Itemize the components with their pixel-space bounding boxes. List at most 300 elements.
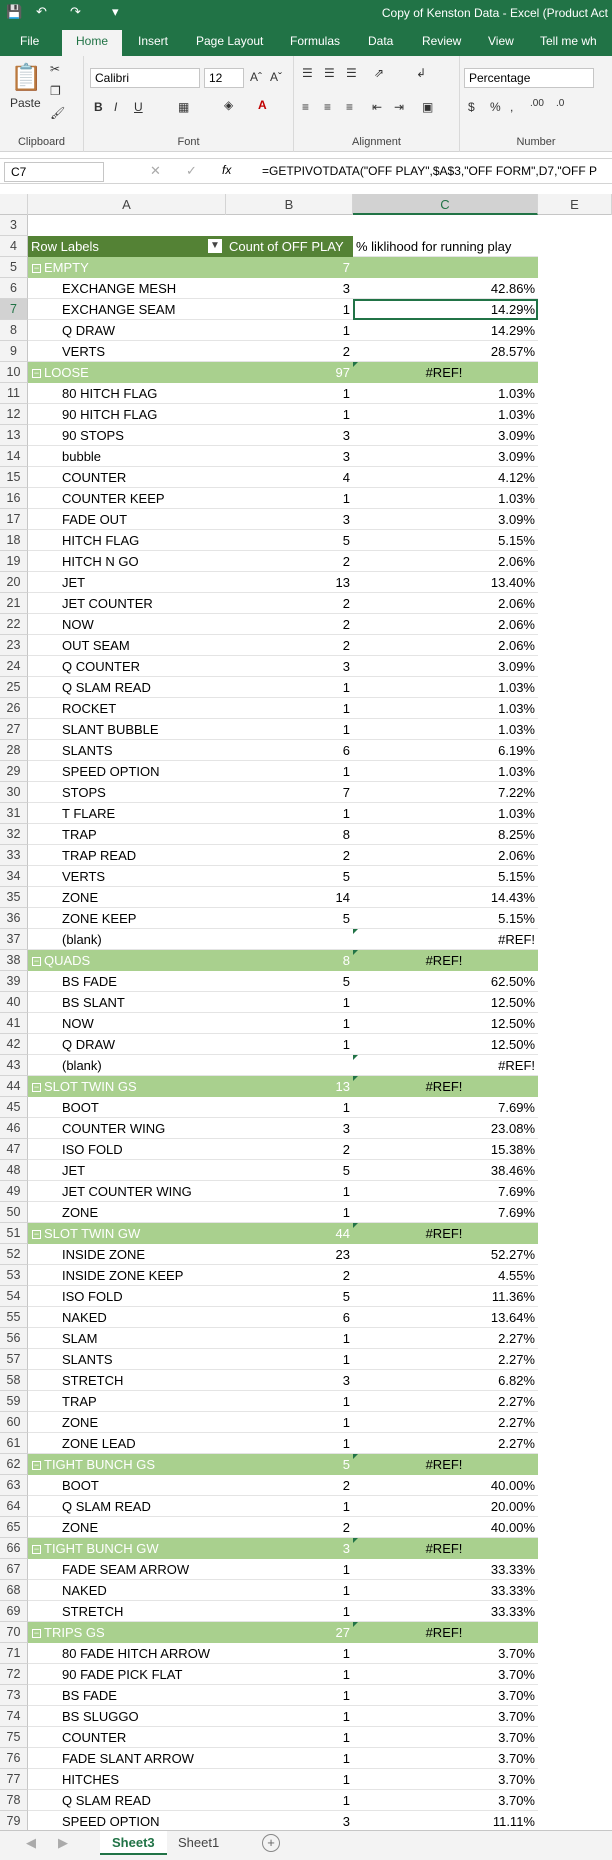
bold-icon[interactable]: B xyxy=(94,100,103,114)
count-cell[interactable]: 1 xyxy=(226,761,353,782)
percent-cell[interactable]: 33.33% xyxy=(353,1580,538,1601)
percent-cell[interactable]: 3.70% xyxy=(353,1748,538,1769)
percent-cell[interactable] xyxy=(353,257,538,278)
count-cell[interactable]: 3 xyxy=(226,1370,353,1391)
row-label-cell[interactable] xyxy=(28,1202,226,1223)
tab-formulas[interactable]: Formulas xyxy=(290,34,341,48)
row-label-cell[interactable] xyxy=(28,866,226,887)
row-number[interactable]: 10 xyxy=(0,362,28,383)
row-number[interactable]: 29 xyxy=(0,761,28,782)
percent-cell[interactable]: 13.40% xyxy=(353,572,538,593)
percent-cell[interactable]: 14.43% xyxy=(353,887,538,908)
pivot-header-percent[interactable]: % liklihood for running play xyxy=(353,236,538,257)
row-label-cell[interactable] xyxy=(28,1412,226,1433)
count-cell[interactable]: 8 xyxy=(226,824,353,845)
row-label-cell[interactable] xyxy=(28,1727,226,1748)
row-label-cell[interactable] xyxy=(28,782,226,803)
tab-data[interactable]: Data xyxy=(368,34,394,48)
percent-cell[interactable]: 14.29% xyxy=(353,299,538,320)
count-cell[interactable]: 3 xyxy=(226,278,353,299)
row-number[interactable]: 28 xyxy=(0,740,28,761)
row-label-cell[interactable] xyxy=(28,1118,226,1139)
increase-decimal-icon[interactable]: .00 xyxy=(530,98,544,109)
count-cell[interactable]: 1 xyxy=(226,404,353,425)
row-number[interactable]: 35 xyxy=(0,887,28,908)
comma-icon[interactable]: , xyxy=(510,100,514,114)
percent-cell[interactable]: 3.09% xyxy=(353,446,538,467)
row-label-cell[interactable] xyxy=(28,1496,226,1517)
count-cell[interactable]: 5 xyxy=(226,530,353,551)
percent-cell[interactable]: 5.15% xyxy=(353,908,538,929)
count-cell[interactable]: 2 xyxy=(226,1517,353,1538)
row-number[interactable]: 7 xyxy=(0,299,28,320)
count-cell[interactable]: 2 xyxy=(226,845,353,866)
count-cell[interactable]: 2 xyxy=(226,551,353,572)
row-label-cell[interactable] xyxy=(28,593,226,614)
count-cell[interactable]: 1 xyxy=(226,1706,353,1727)
row-number[interactable]: 24 xyxy=(0,656,28,677)
percent-cell[interactable]: 62.50% xyxy=(353,971,538,992)
row-label-cell[interactable] xyxy=(28,1307,226,1328)
row-number[interactable]: 33 xyxy=(0,845,28,866)
align-middle-icon[interactable]: ☰ xyxy=(324,66,335,80)
row-label-cell[interactable] xyxy=(28,1559,226,1580)
pivot-header-count[interactable]: Count of OFF PLAY xyxy=(226,236,353,257)
tell-me-box[interactable]: Tell me wh xyxy=(540,34,597,48)
row-number[interactable]: 47 xyxy=(0,1139,28,1160)
tab-insert[interactable]: Insert xyxy=(138,34,169,48)
count-cell[interactable]: 23 xyxy=(226,1244,353,1265)
row-number[interactable]: 15 xyxy=(0,467,28,488)
count-cell[interactable]: 27 xyxy=(226,1622,353,1643)
percent-cell[interactable]: 12.50% xyxy=(353,1013,538,1034)
row-number[interactable]: 79 xyxy=(0,1811,28,1830)
percent-cell[interactable]: #REF! xyxy=(353,1622,538,1643)
row-label-cell[interactable] xyxy=(28,614,226,635)
percent-cell[interactable]: 4.12% xyxy=(353,467,538,488)
format-painter-icon[interactable]: 🖌 xyxy=(50,106,66,120)
count-cell[interactable]: 1 xyxy=(226,1433,353,1454)
row-label-cell[interactable] xyxy=(28,488,226,509)
percent-cell[interactable]: 2.27% xyxy=(353,1328,538,1349)
percent-cell[interactable]: 1.03% xyxy=(353,803,538,824)
percent-cell[interactable]: 2.06% xyxy=(353,593,538,614)
count-cell[interactable]: 2 xyxy=(226,593,353,614)
enter-icon[interactable]: ✓ xyxy=(186,163,197,178)
undo-icon[interactable]: ↶ xyxy=(36,4,47,19)
row-number[interactable]: 61 xyxy=(0,1433,28,1454)
row-number[interactable]: 46 xyxy=(0,1118,28,1139)
align-right-icon[interactable]: ≡ xyxy=(346,100,354,114)
percent-cell[interactable]: 11.36% xyxy=(353,1286,538,1307)
percent-cell[interactable]: 20.00% xyxy=(353,1496,538,1517)
orientation-icon[interactable]: ⇗ xyxy=(374,66,385,80)
percent-cell[interactable]: 1.03% xyxy=(353,488,538,509)
percent-cell[interactable]: 1.03% xyxy=(353,719,538,740)
count-cell[interactable]: 8 xyxy=(226,950,353,971)
tab-file[interactable]: File xyxy=(20,34,40,48)
row-label-cell[interactable] xyxy=(28,1181,226,1202)
redo-icon[interactable]: ↷ xyxy=(70,4,81,19)
row-label-cell[interactable] xyxy=(28,803,226,824)
percent-cell[interactable]: 3.70% xyxy=(353,1790,538,1811)
row-number[interactable]: 45 xyxy=(0,1097,28,1118)
percent-cell[interactable]: 3.70% xyxy=(353,1685,538,1706)
increase-indent-icon[interactable]: ⇥ xyxy=(394,100,405,114)
underline-icon[interactable]: U xyxy=(134,100,143,114)
row-label-cell[interactable] xyxy=(28,341,226,362)
row-number[interactable]: 71 xyxy=(0,1643,28,1664)
row-number[interactable]: 69 xyxy=(0,1601,28,1622)
row-number[interactable]: 32 xyxy=(0,824,28,845)
row-label-cell[interactable] xyxy=(28,1034,226,1055)
row-label-cell[interactable] xyxy=(28,1580,226,1601)
row-number[interactable]: 30 xyxy=(0,782,28,803)
count-cell[interactable]: 1 xyxy=(226,1601,353,1622)
row-number[interactable]: 68 xyxy=(0,1580,28,1601)
row-number[interactable]: 56 xyxy=(0,1328,28,1349)
row-number[interactable]: 16 xyxy=(0,488,28,509)
decrease-indent-icon[interactable]: ⇤ xyxy=(372,100,383,114)
italic-icon[interactable]: I xyxy=(114,100,118,114)
row-number[interactable]: 74 xyxy=(0,1706,28,1727)
percent-cell[interactable]: #REF! xyxy=(353,929,538,950)
percent-cell[interactable]: 3.09% xyxy=(353,509,538,530)
count-cell[interactable]: 13 xyxy=(226,572,353,593)
row-label-cell[interactable] xyxy=(28,761,226,782)
row-number[interactable]: 8 xyxy=(0,320,28,341)
paste-icon[interactable]: 📋 xyxy=(10,62,43,92)
row-number[interactable]: 4 xyxy=(0,236,28,257)
row-number[interactable]: 64 xyxy=(0,1496,28,1517)
row-label-cell[interactable] xyxy=(28,677,226,698)
row-label-cell[interactable] xyxy=(28,719,226,740)
group-label-cell[interactable] xyxy=(28,362,226,383)
row-label-cell[interactable] xyxy=(28,929,226,950)
count-cell[interactable]: 1 xyxy=(226,488,353,509)
row-number[interactable]: 76 xyxy=(0,1748,28,1769)
currency-icon[interactable]: $ xyxy=(468,100,475,114)
percent-cell[interactable]: 2.27% xyxy=(353,1349,538,1370)
percent-cell[interactable]: 3.70% xyxy=(353,1706,538,1727)
row-number[interactable]: 21 xyxy=(0,593,28,614)
count-cell[interactable]: 7 xyxy=(226,782,353,803)
row-label-cell[interactable] xyxy=(28,446,226,467)
row-label-cell[interactable] xyxy=(28,1286,226,1307)
percent-cell[interactable]: #REF! xyxy=(353,362,538,383)
percent-cell[interactable]: 5.15% xyxy=(353,866,538,887)
percent-cell[interactable]: 3.70% xyxy=(353,1643,538,1664)
row-label-cell[interactable] xyxy=(28,425,226,446)
row-label-cell[interactable] xyxy=(28,1790,226,1811)
row-number[interactable]: 36 xyxy=(0,908,28,929)
row-label-cell[interactable] xyxy=(28,320,226,341)
row-number[interactable]: 9 xyxy=(0,341,28,362)
merge-center-icon[interactable]: ▣ xyxy=(422,100,434,114)
percent-cell[interactable]: 2.06% xyxy=(353,614,538,635)
percent-icon[interactable]: % xyxy=(490,100,501,114)
row-number[interactable]: 25 xyxy=(0,677,28,698)
row-label-cell[interactable] xyxy=(28,824,226,845)
row-number[interactable]: 70 xyxy=(0,1622,28,1643)
column-header-e[interactable]: E xyxy=(538,194,612,215)
row-label-cell[interactable] xyxy=(28,1706,226,1727)
count-cell[interactable]: 3 xyxy=(226,1118,353,1139)
row-number[interactable]: 38 xyxy=(0,950,28,971)
count-cell[interactable]: 1 xyxy=(226,677,353,698)
count-cell[interactable]: 3 xyxy=(226,656,353,677)
row-label-cell[interactable] xyxy=(28,530,226,551)
row-label-cell[interactable] xyxy=(28,1433,226,1454)
customize-qat-icon[interactable]: ▾ xyxy=(112,4,119,19)
decrease-decimal-icon[interactable]: .0 xyxy=(556,98,565,109)
percent-cell[interactable]: 3.09% xyxy=(353,656,538,677)
row-label-cell[interactable] xyxy=(28,845,226,866)
count-cell[interactable]: 2 xyxy=(226,1139,353,1160)
count-cell[interactable]: 1 xyxy=(226,1748,353,1769)
row-label-cell[interactable] xyxy=(28,1748,226,1769)
count-cell[interactable]: 1 xyxy=(226,1685,353,1706)
row-label-cell[interactable] xyxy=(28,908,226,929)
count-cell[interactable]: 14 xyxy=(226,887,353,908)
row-label-cell[interactable] xyxy=(28,971,226,992)
row-label-cell[interactable] xyxy=(28,1328,226,1349)
count-cell[interactable]: 1 xyxy=(226,719,353,740)
row-label-cell[interactable] xyxy=(28,1055,226,1076)
group-label-cell[interactable] xyxy=(28,1538,226,1559)
count-cell[interactable]: 1 xyxy=(226,1097,353,1118)
count-cell[interactable]: 2 xyxy=(226,635,353,656)
row-number[interactable]: 19 xyxy=(0,551,28,572)
percent-cell[interactable]: 2.27% xyxy=(353,1433,538,1454)
count-cell[interactable]: 2 xyxy=(226,614,353,635)
count-cell[interactable] xyxy=(226,929,353,950)
percent-cell[interactable]: 7.69% xyxy=(353,1097,538,1118)
percent-cell[interactable]: 12.50% xyxy=(353,1034,538,1055)
row-label-cell[interactable] xyxy=(28,740,226,761)
count-cell[interactable]: 1 xyxy=(226,803,353,824)
percent-cell[interactable]: 33.33% xyxy=(353,1559,538,1580)
percent-cell[interactable]: 1.03% xyxy=(353,677,538,698)
count-cell[interactable]: 5 xyxy=(226,1160,353,1181)
percent-cell[interactable]: 1.03% xyxy=(353,383,538,404)
copy-icon[interactable]: ❐ xyxy=(50,84,61,98)
row-number[interactable]: 39 xyxy=(0,971,28,992)
row-label-cell[interactable] xyxy=(28,1013,226,1034)
row-number[interactable]: 20 xyxy=(0,572,28,593)
increase-font-icon[interactable]: Aˆ xyxy=(250,70,262,84)
row-label-cell[interactable] xyxy=(28,1769,226,1790)
percent-cell[interactable]: 1.03% xyxy=(353,404,538,425)
count-cell[interactable]: 13 xyxy=(226,1076,353,1097)
group-label-cell[interactable] xyxy=(28,1076,226,1097)
count-cell[interactable]: 1 xyxy=(226,1664,353,1685)
percent-cell[interactable]: #REF! xyxy=(353,1076,538,1097)
row-label-cell[interactable] xyxy=(28,1160,226,1181)
row-number[interactable]: 6 xyxy=(0,278,28,299)
paste-button[interactable]: Paste xyxy=(10,96,41,110)
count-cell[interactable]: 97 xyxy=(226,362,353,383)
row-number[interactable]: 55 xyxy=(0,1307,28,1328)
count-cell[interactable]: 1 xyxy=(226,1349,353,1370)
row-label-cell[interactable] xyxy=(28,1265,226,1286)
count-cell[interactable]: 44 xyxy=(226,1223,353,1244)
row-label-cell[interactable] xyxy=(28,278,226,299)
row-number[interactable]: 42 xyxy=(0,1034,28,1055)
number-format-select[interactable]: Percentage xyxy=(464,68,594,88)
group-label-cell[interactable] xyxy=(28,1622,226,1643)
row-label-cell[interactable] xyxy=(28,551,226,572)
row-number[interactable]: 67 xyxy=(0,1559,28,1580)
count-cell[interactable]: 3 xyxy=(226,446,353,467)
percent-cell[interactable]: 3.70% xyxy=(353,1727,538,1748)
count-cell[interactable]: 1 xyxy=(226,1034,353,1055)
align-bottom-icon[interactable]: ☰ xyxy=(346,66,357,80)
row-number[interactable]: 52 xyxy=(0,1244,28,1265)
count-cell[interactable]: 5 xyxy=(226,971,353,992)
next-sheet-icon[interactable]: ▶ xyxy=(58,1835,68,1850)
percent-cell[interactable]: 5.15% xyxy=(353,530,538,551)
align-center-icon[interactable]: ≡ xyxy=(324,100,332,114)
row-label-cell[interactable] xyxy=(28,992,226,1013)
count-cell[interactable]: 5 xyxy=(226,866,353,887)
group-label-cell[interactable] xyxy=(28,950,226,971)
row-label-cell[interactable] xyxy=(28,1601,226,1622)
percent-cell[interactable]: 33.33% xyxy=(353,1601,538,1622)
row-label-cell[interactable] xyxy=(28,1244,226,1265)
row-label-cell[interactable] xyxy=(28,1811,226,1830)
row-number[interactable]: 57 xyxy=(0,1349,28,1370)
row-label-cell[interactable] xyxy=(28,1685,226,1706)
collapse-icon[interactable]: − xyxy=(33,1082,40,1093)
percent-cell[interactable]: #REF! xyxy=(353,1538,538,1559)
cut-icon[interactable]: ✂ xyxy=(50,62,61,76)
percent-cell[interactable]: 4.55% xyxy=(353,1265,538,1286)
collapse-icon[interactable]: − xyxy=(33,263,40,274)
decrease-font-icon[interactable]: Aˇ xyxy=(270,70,282,84)
name-box[interactable]: C7 xyxy=(4,162,104,182)
row-number[interactable]: 77 xyxy=(0,1769,28,1790)
percent-cell[interactable]: #REF! xyxy=(353,950,538,971)
row-number[interactable]: 62 xyxy=(0,1454,28,1475)
group-label-cell[interactable] xyxy=(28,257,226,278)
tab-home[interactable]: Home xyxy=(62,30,122,56)
count-cell[interactable]: 1 xyxy=(226,1496,353,1517)
align-left-icon[interactable]: ≡ xyxy=(302,100,310,114)
row-number[interactable]: 59 xyxy=(0,1391,28,1412)
row-label-cell[interactable] xyxy=(28,1664,226,1685)
count-cell[interactable]: 3 xyxy=(226,1538,353,1559)
row-number[interactable]: 73 xyxy=(0,1685,28,1706)
collapse-icon[interactable]: − xyxy=(33,1628,40,1639)
fill-color-icon[interactable]: ◈ xyxy=(224,98,234,112)
row-label-cell[interactable] xyxy=(28,467,226,488)
count-cell[interactable]: 1 xyxy=(226,299,353,320)
count-cell[interactable]: 1 xyxy=(226,320,353,341)
sheet-tab-sheet3[interactable]: Sheet3 xyxy=(100,1831,167,1855)
count-cell[interactable]: 1 xyxy=(226,383,353,404)
row-number[interactable]: 11 xyxy=(0,383,28,404)
row-number[interactable]: 17 xyxy=(0,509,28,530)
collapse-icon[interactable]: − xyxy=(33,956,40,967)
row-number[interactable]: 48 xyxy=(0,1160,28,1181)
row-label-cell[interactable] xyxy=(28,1643,226,1664)
collapse-icon[interactable]: − xyxy=(33,1460,40,1471)
percent-cell[interactable]: 38.46% xyxy=(353,1160,538,1181)
row-number[interactable]: 50 xyxy=(0,1202,28,1223)
count-cell[interactable]: 2 xyxy=(226,1475,353,1496)
count-cell[interactable]: 1 xyxy=(226,698,353,719)
tab-review[interactable]: Review xyxy=(422,34,462,48)
save-icon[interactable]: 💾 xyxy=(6,4,23,19)
percent-cell[interactable]: 13.64% xyxy=(353,1307,538,1328)
count-cell[interactable]: 1 xyxy=(226,1727,353,1748)
count-cell[interactable]: 1 xyxy=(226,1559,353,1580)
select-all-corner[interactable] xyxy=(0,194,28,215)
percent-cell[interactable]: 1.03% xyxy=(353,698,538,719)
row-number[interactable]: 37 xyxy=(0,929,28,950)
column-header-a[interactable]: A xyxy=(28,194,226,215)
row-number[interactable]: 40 xyxy=(0,992,28,1013)
row-label-cell[interactable] xyxy=(28,1370,226,1391)
row-label-cell[interactable] xyxy=(28,698,226,719)
row-label-cell[interactable] xyxy=(28,572,226,593)
count-cell[interactable]: 1 xyxy=(226,1643,353,1664)
row-number[interactable]: 78 xyxy=(0,1790,28,1811)
percent-cell[interactable]: 1.03% xyxy=(353,761,538,782)
count-cell[interactable]: 1 xyxy=(226,1181,353,1202)
collapse-icon[interactable]: − xyxy=(33,1544,40,1555)
filter-dropdown-icon[interactable]: ▼ xyxy=(208,239,222,253)
percent-cell[interactable]: #REF! xyxy=(353,1055,538,1076)
new-sheet-icon[interactable]: + xyxy=(262,1834,280,1852)
row-label-cell[interactable] xyxy=(28,1097,226,1118)
row-number[interactable]: 75 xyxy=(0,1727,28,1748)
row-label-cell[interactable] xyxy=(28,656,226,677)
percent-cell[interactable]: 6.82% xyxy=(353,1370,538,1391)
row-number[interactable]: 66 xyxy=(0,1538,28,1559)
row-label-cell[interactable] xyxy=(28,299,226,320)
count-cell[interactable]: 1 xyxy=(226,1790,353,1811)
count-cell[interactable]: 2 xyxy=(226,341,353,362)
percent-cell[interactable]: 52.27% xyxy=(353,1244,538,1265)
row-number[interactable]: 23 xyxy=(0,635,28,656)
count-cell[interactable]: 4 xyxy=(226,467,353,488)
prev-sheet-icon[interactable]: ◀ xyxy=(26,1835,36,1850)
column-header-c[interactable]: C xyxy=(353,194,538,215)
row-number[interactable]: 14 xyxy=(0,446,28,467)
row-number[interactable]: 58 xyxy=(0,1370,28,1391)
percent-cell[interactable]: 40.00% xyxy=(353,1475,538,1496)
row-number[interactable]: 51 xyxy=(0,1223,28,1244)
percent-cell[interactable]: 11.11% xyxy=(353,1811,538,1830)
row-label-cell[interactable] xyxy=(28,1139,226,1160)
row-number[interactable]: 60 xyxy=(0,1412,28,1433)
percent-cell[interactable]: 2.06% xyxy=(353,635,538,656)
count-cell[interactable]: 1 xyxy=(226,992,353,1013)
percent-cell[interactable]: 2.27% xyxy=(353,1412,538,1433)
percent-cell[interactable]: 42.86% xyxy=(353,278,538,299)
row-label-cell[interactable] xyxy=(28,1517,226,1538)
row-number[interactable]: 18 xyxy=(0,530,28,551)
row-label-cell[interactable] xyxy=(28,404,226,425)
count-cell[interactable]: 3 xyxy=(226,425,353,446)
percent-cell[interactable]: #REF! xyxy=(353,1223,538,1244)
row-number[interactable]: 63 xyxy=(0,1475,28,1496)
group-label-cell[interactable] xyxy=(28,1454,226,1475)
percent-cell[interactable]: #REF! xyxy=(353,1454,538,1475)
count-cell[interactable]: 1 xyxy=(226,1580,353,1601)
